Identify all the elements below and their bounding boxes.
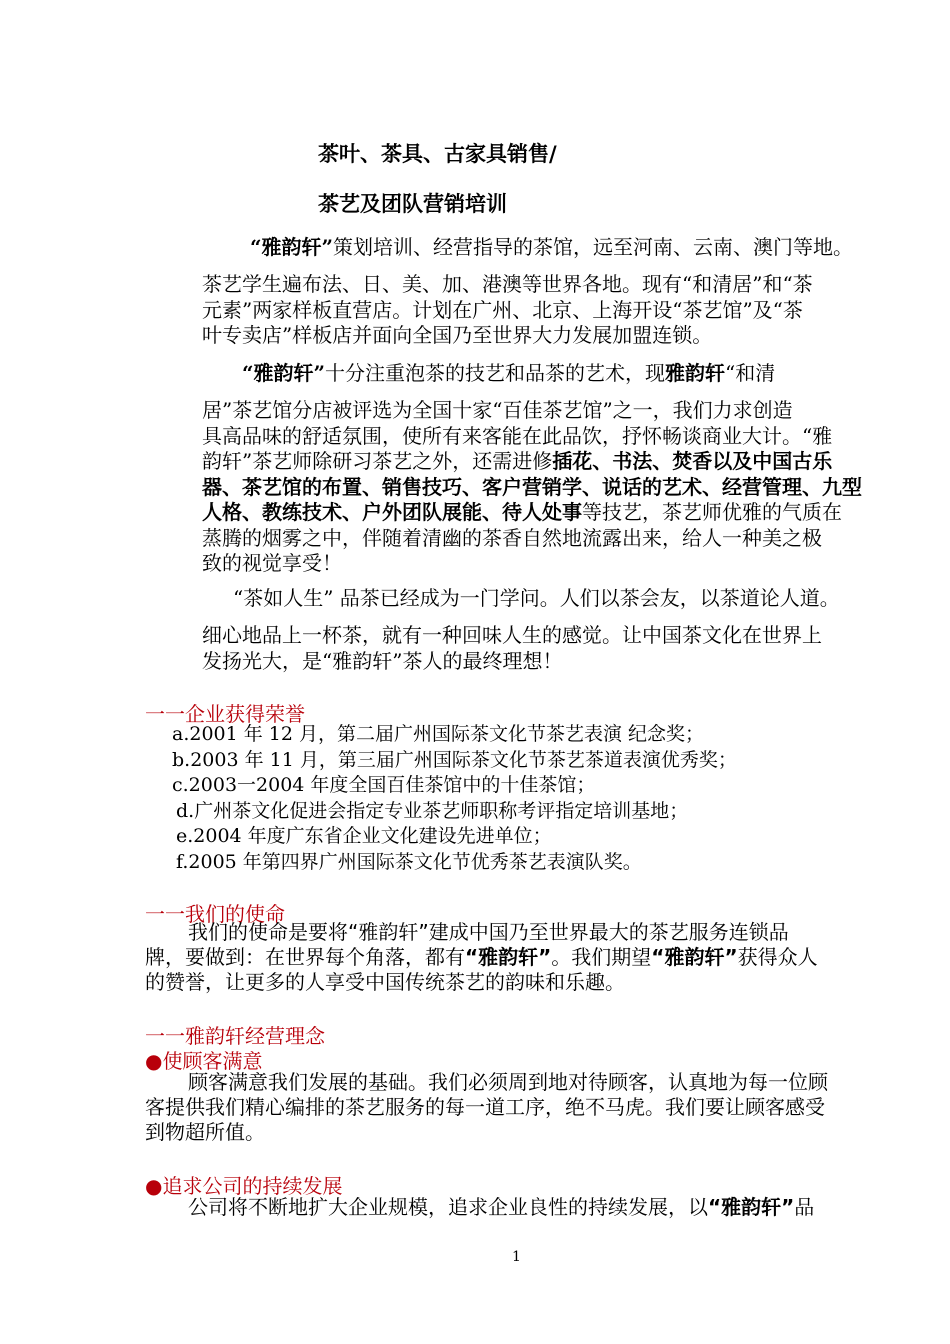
mission-line-2: 牌，要做到：在世界每个角落，都有“雅韵轩”。我们期望“雅韵轩”获得众人 (145, 945, 818, 969)
brand-name: “雅韵轩” (250, 235, 334, 259)
honors-heading: 一一企业获得荣誉 (145, 702, 305, 726)
list-item: b.2003 年 11 月，第三届广州国际茶文化节茶艺茶道表演优秀奖； (172, 748, 737, 771)
philosophy-1-line-2: 客提供我们精心编排的茶艺服务的每一道工序，绝不马虎。我们要让顾客感受 (145, 1095, 825, 1119)
philosophy-heading: 一一雅韵轩经营理念 (145, 1024, 325, 1048)
mission-line-3: 的赞誉，让更多的人享受中国传统茶艺的韵味和乐趣。 (145, 970, 625, 994)
intro-p2-body: 居”茶艺馆分店被评选为全国十家“百佳茶艺馆”之一，我们力求创造 具高品味的舒适氛围，使所有来客能在此品饮，抒怀畅谈商业大计。“雅 韵轩”茶艺师除研习茶艺之外，还需进修插花、书法、焚香以及中国古乐 器、茶艺馆的布置、销售技巧、客户营销学、说话的艺术、经营管理、九型 人格、教练技术、户外团队展能、待人处事等技艺，茶艺师优雅的气质在 蒸腾的烟雾之中，伴随着清幽的茶香自然地流露出来，给人一种美之极 致的视觉享受！ (202, 398, 862, 575)
title-line-1: 茶叶、茶具、古家具销售/ (318, 141, 557, 166)
philosophy-subheading-1: ●使顾客满意 (145, 1049, 263, 1073)
intro-p1-line1: “雅韵轩”策划培训、经营指导的茶馆，远至河南、云南、澳门等地。 (250, 235, 854, 259)
list-item: a.2001 年 12 月，第二届广州国际茶文化节茶艺表演 纪念奖； (172, 723, 705, 745)
philosophy-1-line-1: 顾客满意我们发展的基础。我们必须周到地对待顾客，认真地为每一位顾 (188, 1070, 828, 1094)
brand-name: “雅韵轩” (242, 361, 326, 385)
mission-line-1: 我们的使命是要将“雅韵轩”建成中国乃至世界最大的茶艺服务连锁品 (188, 920, 789, 944)
list-item: d.广州茶文化促进会指定专业茶艺师职称考评指定培训基地； (176, 799, 689, 822)
page-number: 1 (512, 1249, 521, 1265)
intro-p1-body: 茶艺学生遍布法、日、美、加、港澳等世界各地。现有“和清居”和“茶 元素”两家样板直营店。计划在广州、北京、上海开设“茶艺馆”及“茶 叶专卖店”样板店并面向全国乃至世界大力发展加盟连锁。 (202, 272, 813, 347)
intro-p2-line1: “雅韵轩”十分注重泡茶的技艺和品茶的艺术，现雅韵轩“和清 (242, 361, 776, 385)
list-item: e.2004 年度广东省企业文化建设先进单位； (176, 825, 552, 847)
philosophy-1-line-3: 到物超所值。 (145, 1120, 265, 1144)
list-item: f.2005 年第四界广州国际茶文化节优秀茶艺表演队奖。 (176, 850, 642, 873)
philosophy-subheading-2: ●追求公司的持续发展 (145, 1174, 343, 1198)
philosophy-2-line-1: 公司将不断地扩大企业规模，追求企业良性的持续发展，以“雅韵轩”品 (188, 1195, 815, 1219)
list-item: c.2003一2004 年度全国百佳茶馆中的十佳茶馆； (172, 774, 596, 796)
intro-p3-body: 细心地品上一杯茶，就有一种回味人生的感觉。让中国茶文化在世界上 发扬光大，是“雅韵轩”茶人的最终理想！ (202, 623, 822, 673)
intro-p3-line1: “茶如人生” 品茶已经成为一门学问。人们以茶会友，以茶道论人道。 (233, 586, 840, 610)
mission-heading: 一一我们的使命 (145, 902, 285, 926)
honors-list (172, 722, 737, 875)
title-line-2: 茶艺及团队营销培训 (318, 191, 507, 216)
